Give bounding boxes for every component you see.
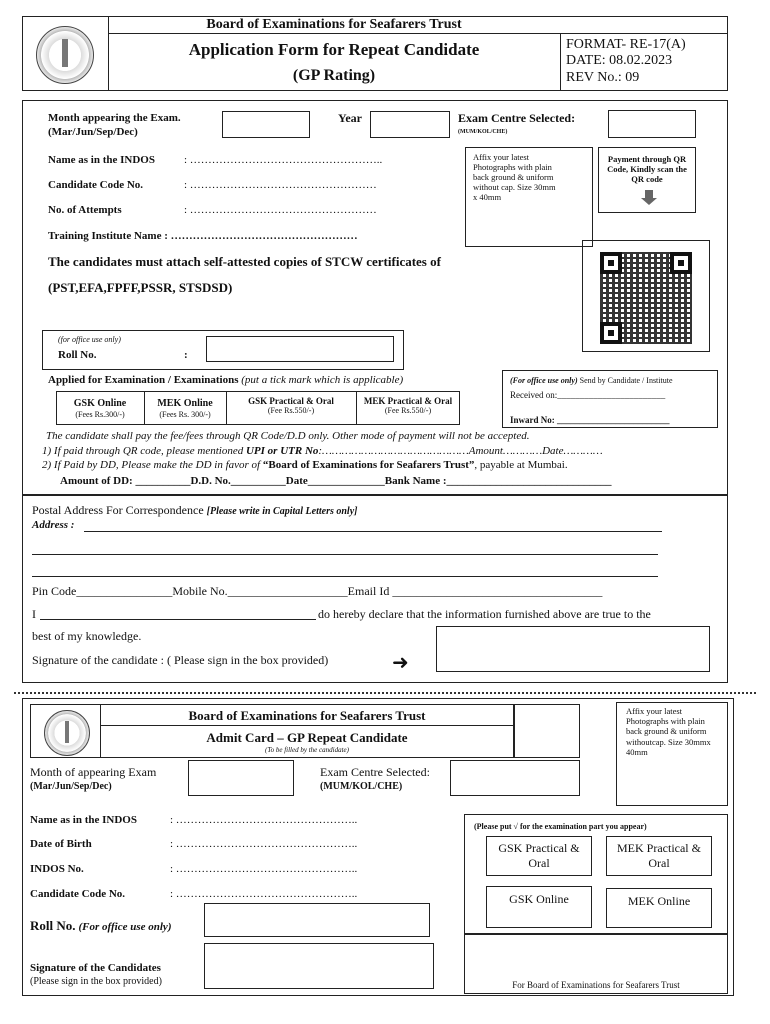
code-field[interactable]: : …………………………………………… bbox=[184, 179, 377, 191]
address-label: Address : bbox=[32, 519, 75, 531]
exam-name: MEK Practical & Oral bbox=[363, 396, 453, 406]
cut-line bbox=[14, 692, 756, 694]
admit-indos-field[interactable]: : ………………………………………….. bbox=[170, 814, 358, 826]
address-line-3[interactable] bbox=[32, 576, 658, 577]
roll-label: Roll No. bbox=[58, 349, 97, 361]
exam-option-mek-practical[interactable] bbox=[356, 396, 460, 416]
exam-option-gsk-practical[interactable] bbox=[226, 396, 356, 416]
arrow-down-icon bbox=[645, 190, 653, 198]
option-label: MEK Practical & Oral bbox=[617, 841, 701, 870]
payment-mode-note: The candidate shall pay the fee/fees through QR Code/D.D only. Other mode of payment will not be accepted. bbox=[46, 430, 530, 442]
arrow-right-icon: ➜ bbox=[392, 650, 409, 674]
office-send-label bbox=[510, 376, 673, 385]
arrow-down-icon-tip bbox=[641, 198, 657, 205]
dd-details[interactable]: Amount of DD: __________D.D. No.__________Date______________Bank Name :______________________________ bbox=[60, 475, 612, 487]
code-label: Candidate Code No. bbox=[48, 179, 144, 191]
admit-option-gsk-online[interactable] bbox=[486, 886, 592, 928]
institute-field[interactable]: Training Institute Name : …………………………………………… bbox=[48, 230, 358, 242]
org-logo bbox=[36, 26, 94, 84]
dd-line-bold: “Board of Examinations for Seafarers Trust” bbox=[262, 459, 475, 471]
indos-label: Name as in the INDOS bbox=[48, 154, 155, 166]
signature-label: Signature of the candidate : ( Please sign in the box provided) bbox=[32, 653, 329, 667]
exam-fee: (Fee Rs.550/-) bbox=[267, 406, 315, 416]
qr-line-pre: 1) If paid through QR code, please mentioned bbox=[42, 445, 246, 457]
applied-label bbox=[48, 374, 403, 388]
admit-roll-text: Roll No. bbox=[30, 918, 76, 933]
admit-signature-box[interactable] bbox=[204, 943, 434, 989]
admit-roll-label bbox=[30, 918, 171, 935]
applied-hint: (put a tick mark which is applicable) bbox=[241, 374, 404, 386]
admit-roll-note: (For office use only) bbox=[78, 921, 172, 933]
admit-month-input[interactable] bbox=[188, 760, 294, 796]
address-line-1[interactable] bbox=[84, 531, 662, 532]
exam-name: MEK Online bbox=[157, 398, 213, 409]
declaration-name-line[interactable] bbox=[40, 619, 316, 620]
admit-indosno-field[interactable]: : ………………………………………….. bbox=[170, 863, 358, 875]
exam-fee: (Fee Rs.550/-) bbox=[384, 406, 432, 416]
address-title-note: [Please write in Capital Letters only] bbox=[206, 506, 358, 517]
declaration-prefix: I bbox=[32, 607, 36, 621]
address-line-2[interactable] bbox=[32, 554, 658, 555]
month-input[interactable] bbox=[222, 111, 310, 138]
contact-line[interactable]: Pin Code________________Mobile No.____________________Email Id ___________________________________ bbox=[32, 584, 603, 598]
attempts-label: No. of Attempts bbox=[48, 204, 122, 216]
admit-dob-field[interactable]: : ………………………………………….. bbox=[170, 838, 358, 850]
admit-logo bbox=[44, 710, 90, 756]
office-send-text: Send by Candidate / Institute bbox=[579, 376, 673, 385]
year-label: Year bbox=[338, 111, 362, 125]
admit-sig-label: Signature of the Candidates bbox=[30, 962, 161, 974]
roll-input[interactable] bbox=[206, 336, 394, 362]
qr-corner bbox=[600, 322, 622, 344]
admit-photo-note: Affix your latest Photographs with plain back ground & uniform withoutcap. Size 30mmx 40mm bbox=[626, 706, 711, 757]
format-date: DATE: 08.02.2023 bbox=[566, 53, 673, 68]
admit-code-field[interactable]: : ………………………………………….. bbox=[170, 888, 358, 900]
year-input[interactable] bbox=[370, 111, 450, 138]
centre-label: Exam Centre Selected: bbox=[458, 111, 576, 125]
option-label: GSK Practical & Oral bbox=[498, 841, 580, 870]
office-send-bold: (For office use only) bbox=[510, 376, 578, 385]
inward-field[interactable]: Inward No: _________________________ bbox=[510, 415, 670, 425]
org-name: Board of Examinations for Seafarers Trust bbox=[206, 17, 462, 32]
signature-box[interactable] bbox=[436, 626, 710, 672]
received-field[interactable]: Received on:________________________ bbox=[510, 390, 666, 400]
stcw-list: (PST,EFA,FPFF,PSSR, STSDSD) bbox=[48, 280, 233, 295]
admit-org: Board of Examinations for Seafarers Trust bbox=[188, 708, 426, 723]
centre-input[interactable] bbox=[608, 110, 696, 138]
admit-indos-label: Name as in the INDOS bbox=[30, 814, 137, 826]
dd-payment-line bbox=[42, 459, 568, 473]
exam-name: GSK Practical & Oral bbox=[248, 396, 334, 406]
qr-corner bbox=[670, 252, 692, 274]
attempts-field[interactable]: : …………………………………………… bbox=[184, 204, 377, 216]
admit-centre-sub: (MUM/KOL/CHE) bbox=[320, 781, 403, 792]
exam-option-gsk-online[interactable] bbox=[56, 398, 144, 419]
admit-sig-note: (Please sign in the box provided) bbox=[30, 976, 162, 987]
month-label: Month appearing the Exam. bbox=[48, 112, 181, 124]
option-label: MEK Online bbox=[627, 894, 691, 908]
admit-option-mek-practical[interactable] bbox=[606, 836, 712, 876]
exam-name: GSK Online bbox=[73, 398, 127, 409]
page-subtitle: (GP Rating) bbox=[292, 67, 376, 84]
exam-option-mek-online[interactable] bbox=[144, 398, 226, 419]
photo-note: Affix your latest Photographs with plain back ground & uniform without cap. Size 30mm x 40mm bbox=[473, 152, 556, 203]
format-code: FORMAT- RE-17(A) bbox=[566, 37, 686, 52]
header-divider bbox=[560, 33, 561, 91]
payment-note: Payment through QR Code, Kindly scan the QR code bbox=[607, 154, 687, 185]
admit-header-divider bbox=[100, 725, 514, 726]
admit-footer: For Board of Examinations for Seafarers Trust bbox=[512, 980, 680, 990]
centre-sub: (MUM/KOL/CHE) bbox=[458, 129, 508, 135]
admit-month-sub: (Mar/Jun/Sep/Dec) bbox=[30, 781, 112, 792]
format-rev: REV No.: 09 bbox=[566, 70, 640, 85]
admit-dob-label: Date of Birth bbox=[30, 838, 92, 850]
declaration-text-2: best of my knowledge. bbox=[32, 629, 142, 643]
admit-option-gsk-practical[interactable] bbox=[486, 836, 592, 876]
qr-line-post: :………………………………………Amount…………Date………… bbox=[318, 445, 603, 457]
indos-field[interactable]: : …………………………………………….. bbox=[184, 154, 383, 166]
option-label: GSK Online bbox=[509, 892, 569, 906]
admit-indosno-label: INDOS No. bbox=[30, 863, 84, 875]
admit-option-mek-online[interactable] bbox=[606, 888, 712, 928]
admit-roll-input[interactable] bbox=[204, 903, 430, 937]
exam-fee: (Fees Rs.300/-) bbox=[75, 410, 125, 419]
admit-header-extra bbox=[514, 704, 580, 758]
dd-line-pre: 2) If Paid by DD, Please make the DD in favor of bbox=[42, 459, 263, 471]
stcw-note: The candidates must attach self-attested copies of STCW certificates of bbox=[48, 254, 441, 269]
admit-code-label: Candidate Code No. bbox=[30, 888, 126, 900]
admit-tick-note: (Please put √ for the examination part you appear) bbox=[474, 822, 647, 831]
roll-colon: : bbox=[184, 349, 188, 361]
month-label-sub: (Mar/Jun/Sep/Dec) bbox=[48, 126, 138, 138]
qr-line-bold: UPI or UTR No bbox=[245, 445, 319, 457]
office-only-label: (for office use only) bbox=[58, 335, 121, 344]
declaration-text: do hereby declare that the information furnished above are true to the bbox=[318, 607, 651, 621]
qr-payment-line[interactable] bbox=[42, 445, 603, 459]
dd-line-post: , payable at Mumbai. bbox=[474, 459, 568, 471]
admit-sub: (To be filled by the candidate) bbox=[265, 746, 349, 754]
exam-fee: (Fees Rs. 300/-) bbox=[159, 410, 211, 419]
admit-centre-label: Exam Centre Selected: bbox=[320, 765, 430, 779]
qr-corner bbox=[600, 252, 622, 274]
applied-label-text: Applied for Examination / Examinations bbox=[48, 374, 239, 386]
address-title bbox=[32, 503, 357, 518]
admit-centre-input[interactable] bbox=[450, 760, 580, 796]
address-title-text: Postal Address For Correspondence bbox=[32, 503, 204, 517]
page-title: Application Form for Repeat Candidate bbox=[188, 40, 480, 59]
admit-month-label: Month of appearing Exam bbox=[30, 765, 157, 779]
admit-title: Admit Card – GP Repeat Candidate bbox=[206, 730, 408, 745]
